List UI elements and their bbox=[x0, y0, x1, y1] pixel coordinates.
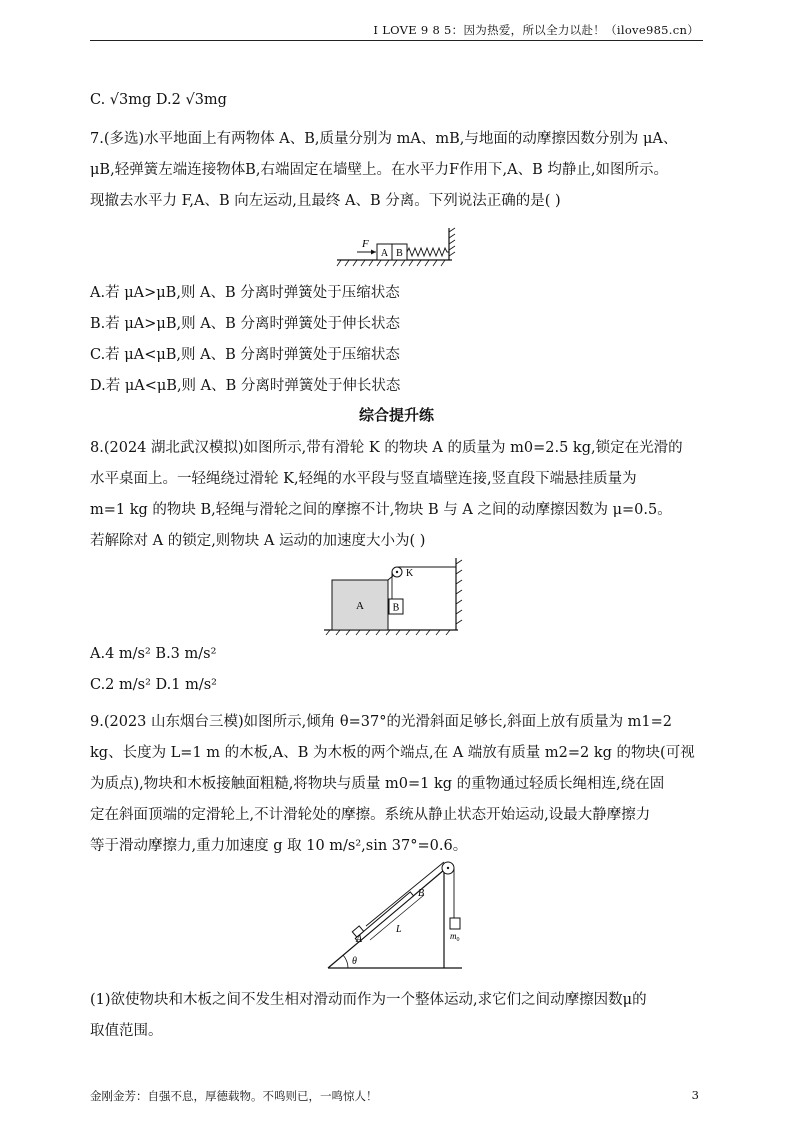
q8-stem-line-1: 8.(2024 湖北武汉模拟)如图所示,带有滑轮 K 的物块 A 的质量为 m0=2.5 kg,锁定在光滑的 bbox=[90, 440, 683, 456]
page-number: 3 bbox=[691, 1088, 699, 1102]
q9-sub1-line-2: 取值范围。 bbox=[90, 1023, 163, 1039]
q7-option-d: D.若 μA<μB,则 A、B 分离时弹簧处于伸长状态 bbox=[90, 378, 401, 394]
q9-stem-line-2: kg、长度为 L=1 m 的木板,A、B 为木板的两个端点,在 A 端放有质量 m2=2 kg 的物块(可视 bbox=[90, 745, 695, 761]
q8-stem-line-4: 若解除对 A 的锁定,则物块 A 运动的加速度大小为( ) bbox=[90, 533, 426, 549]
q9-stem-line-3: 为质点),物块和木板接触面粗糙,将物块与质量 m0=1 kg 的重物通过轻质长绳相连,绕在固 bbox=[90, 776, 665, 792]
q7-stem-line-2: μB,轻弹簧左端连接物体B,右端固定在墙壁上。在水平力F作用下,A、B 均静止,如图所示。 bbox=[90, 162, 668, 178]
q7-stem-line-1: 7.(多选)水平地面上有两物体 A、B,质量分别为 mA、mB,与地面的动摩擦因数分别为 μA、 bbox=[90, 131, 678, 147]
q8-options-ab: A.4 m/s² B.3 m/s² bbox=[90, 646, 217, 662]
force-arrow bbox=[371, 250, 376, 255]
label-f: F bbox=[362, 238, 369, 250]
q8-figure bbox=[322, 556, 464, 636]
page-header: I LOVE 9 8 5：因为热爱，所以全力以赴！（ilove985.cn） bbox=[373, 23, 699, 37]
q8-stem-line-3: m=1 kg 的物块 B,轻绳与滑轮之间的摩擦不计,物块 B 与 A 之间的动摩擦因数为 μ=0.5。 bbox=[90, 502, 672, 518]
page-footer: 金刚金芳：自强不息，厚德载物。不鸣则已，一鸣惊人！ bbox=[90, 1089, 378, 1103]
label-k: K bbox=[406, 568, 414, 579]
label-m0: $m_0$ bbox=[450, 931, 460, 943]
q7-option-a: A.若 μA>μB,则 A、B 分离时弹簧处于压缩状态 bbox=[90, 285, 400, 301]
q9-stem-line-4: 定在斜面顶端的定滑轮上,不计滑轮处的摩擦。系统从静止状态开始运动,设最大静摩擦力 bbox=[90, 807, 651, 823]
mass-m0 bbox=[450, 918, 460, 929]
label-theta: θ bbox=[352, 956, 357, 967]
spring bbox=[407, 248, 449, 256]
section-title: 综合提升练 bbox=[358, 406, 434, 424]
q7-stem-line-3: 现撤去水平力 F,A、B 向左运动,且最终 A、B 分离。下列说法正确的是( ) bbox=[90, 193, 561, 209]
q8-options-cd: C.2 m/s² D.1 m/s² bbox=[90, 677, 217, 693]
label-b: B bbox=[392, 602, 400, 614]
q6-options-cd: C. √3mg D.2 √3mg bbox=[90, 92, 227, 108]
q7-option-c: C.若 μA<μB,则 A、B 分离时弹簧处于压缩状态 bbox=[90, 347, 400, 363]
q9-stem-line-1: 9.(2023 山东烟台三模)如图所示,倾角 θ=37°的光滑斜面足够长,斜面上放有质量为 m1=2 bbox=[90, 714, 673, 730]
q8-stem-line-2: 水平桌面上。一轻绳绕过滑轮 K,轻绳的水平段与竖直墙壁连接,竖直段下端悬挂质量为 bbox=[90, 471, 637, 487]
q9-figure bbox=[326, 858, 466, 970]
label-a: A bbox=[356, 934, 363, 945]
label-a: A bbox=[380, 248, 389, 259]
q9-sub1-line-1: (1)欲使物块和木板之间不发生相对滑动而作为一个整体运动,求它们之间动摩擦因数μ的 bbox=[90, 992, 647, 1008]
header-divider bbox=[90, 40, 703, 41]
label-b: B bbox=[396, 248, 403, 259]
q9-stem-line-5: 等于滑动摩擦力,重力加速度 g 取 10 m/s²,sin 37°=0.6。 bbox=[90, 838, 468, 854]
q7-option-b: B.若 μA>μB,则 A、B 分离时弹簧处于伸长状态 bbox=[90, 316, 400, 332]
label-l: L bbox=[396, 924, 402, 935]
q7-figure bbox=[335, 226, 460, 270]
label-b: B bbox=[418, 888, 425, 899]
label-a: A bbox=[356, 600, 364, 612]
board bbox=[355, 892, 413, 942]
